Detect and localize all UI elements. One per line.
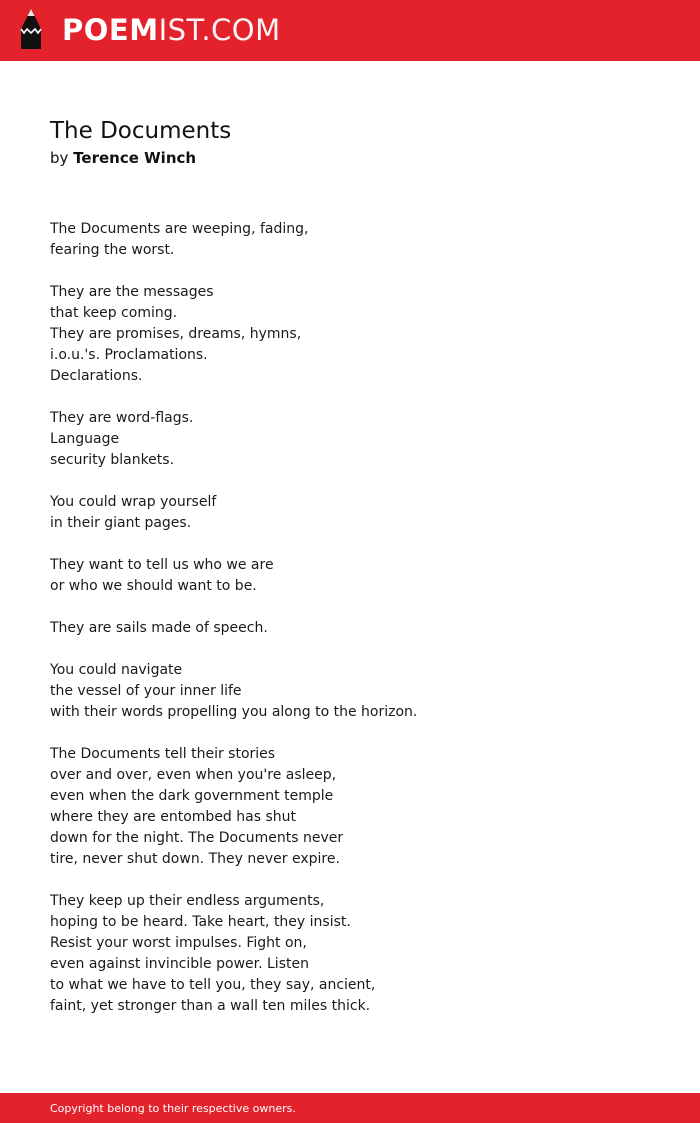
poem-stanza bbox=[50, 282, 650, 387]
poem-line: with their words propelling you along to the horizon. bbox=[50, 704, 418, 720]
poem-stanza bbox=[50, 618, 650, 639]
copyright-notice: Copyright belong to their respective owners. bbox=[50, 1102, 296, 1115]
poem-line: where they are entombed has shut bbox=[50, 809, 296, 825]
poem-stanza bbox=[50, 891, 650, 1017]
poem-line: the vessel of your inner life bbox=[50, 683, 242, 699]
poem-line: The Documents are weeping, fading, bbox=[50, 221, 309, 237]
poem-line: They want to tell us who we are bbox=[50, 557, 274, 573]
poem-line: They keep up their endless arguments, bbox=[50, 893, 325, 909]
poem-line: faint, yet stronger than a wall ten miles thick. bbox=[50, 998, 371, 1014]
author-name: Terence Winch bbox=[73, 149, 197, 167]
poem-line: You could wrap yourself bbox=[50, 494, 217, 510]
poem-line: Declarations. bbox=[50, 368, 143, 384]
poem-body bbox=[50, 219, 650, 1038]
logo-text-light: IST.COM bbox=[158, 13, 281, 47]
site-footer bbox=[0, 1093, 700, 1123]
pencil-tip-icon[interactable] bbox=[18, 9, 44, 51]
poem-stanza bbox=[50, 492, 650, 534]
poem-line: fearing the worst. bbox=[50, 242, 175, 258]
poem-line: They are word-flags. bbox=[50, 410, 194, 426]
poem-line: They are sails made of speech. bbox=[50, 620, 268, 636]
poem-stanza bbox=[50, 744, 650, 870]
site-logo[interactable] bbox=[62, 12, 281, 48]
poem-line: i.o.u.'s. Proclamations. bbox=[50, 347, 208, 363]
byline bbox=[50, 148, 196, 169]
by-label: by bbox=[50, 149, 69, 167]
poem-stanza bbox=[50, 408, 650, 471]
poem-line: hoping to be heard. Take heart, they insist. bbox=[50, 914, 351, 930]
poem-line: in their giant pages. bbox=[50, 515, 192, 531]
poem-line: or who we should want to be. bbox=[50, 578, 257, 594]
logo-text-bold: POEM bbox=[62, 13, 159, 47]
poem-line: You could navigate bbox=[50, 662, 183, 678]
poem-line: They are promises, dreams, hymns, bbox=[50, 326, 302, 342]
poem-line: that keep coming. bbox=[50, 305, 178, 321]
site-header bbox=[0, 0, 700, 61]
poem-line: to what we have to tell you, they say, ancient, bbox=[50, 977, 376, 993]
poem-line: even against invincible power. Listen bbox=[50, 956, 309, 972]
poem-line: Language bbox=[50, 431, 120, 447]
poem-line: tire, never shut down. They never expire. bbox=[50, 851, 340, 867]
poem-stanza bbox=[50, 555, 650, 597]
poem-title: The Documents bbox=[50, 118, 232, 144]
poem-line: The Documents tell their stories bbox=[50, 746, 276, 762]
poem-line: even when the dark government temple bbox=[50, 788, 334, 804]
poem-line: security blankets. bbox=[50, 452, 175, 468]
poem-line: Resist your worst impulses. Fight on, bbox=[50, 935, 307, 951]
poem-stanza bbox=[50, 219, 650, 261]
poem-line: down for the night. The Documents never bbox=[50, 830, 344, 846]
poem-line: They are the messages bbox=[50, 284, 214, 300]
poem-line: over and over, even when you're asleep, bbox=[50, 767, 337, 783]
poem-stanza bbox=[50, 660, 650, 723]
